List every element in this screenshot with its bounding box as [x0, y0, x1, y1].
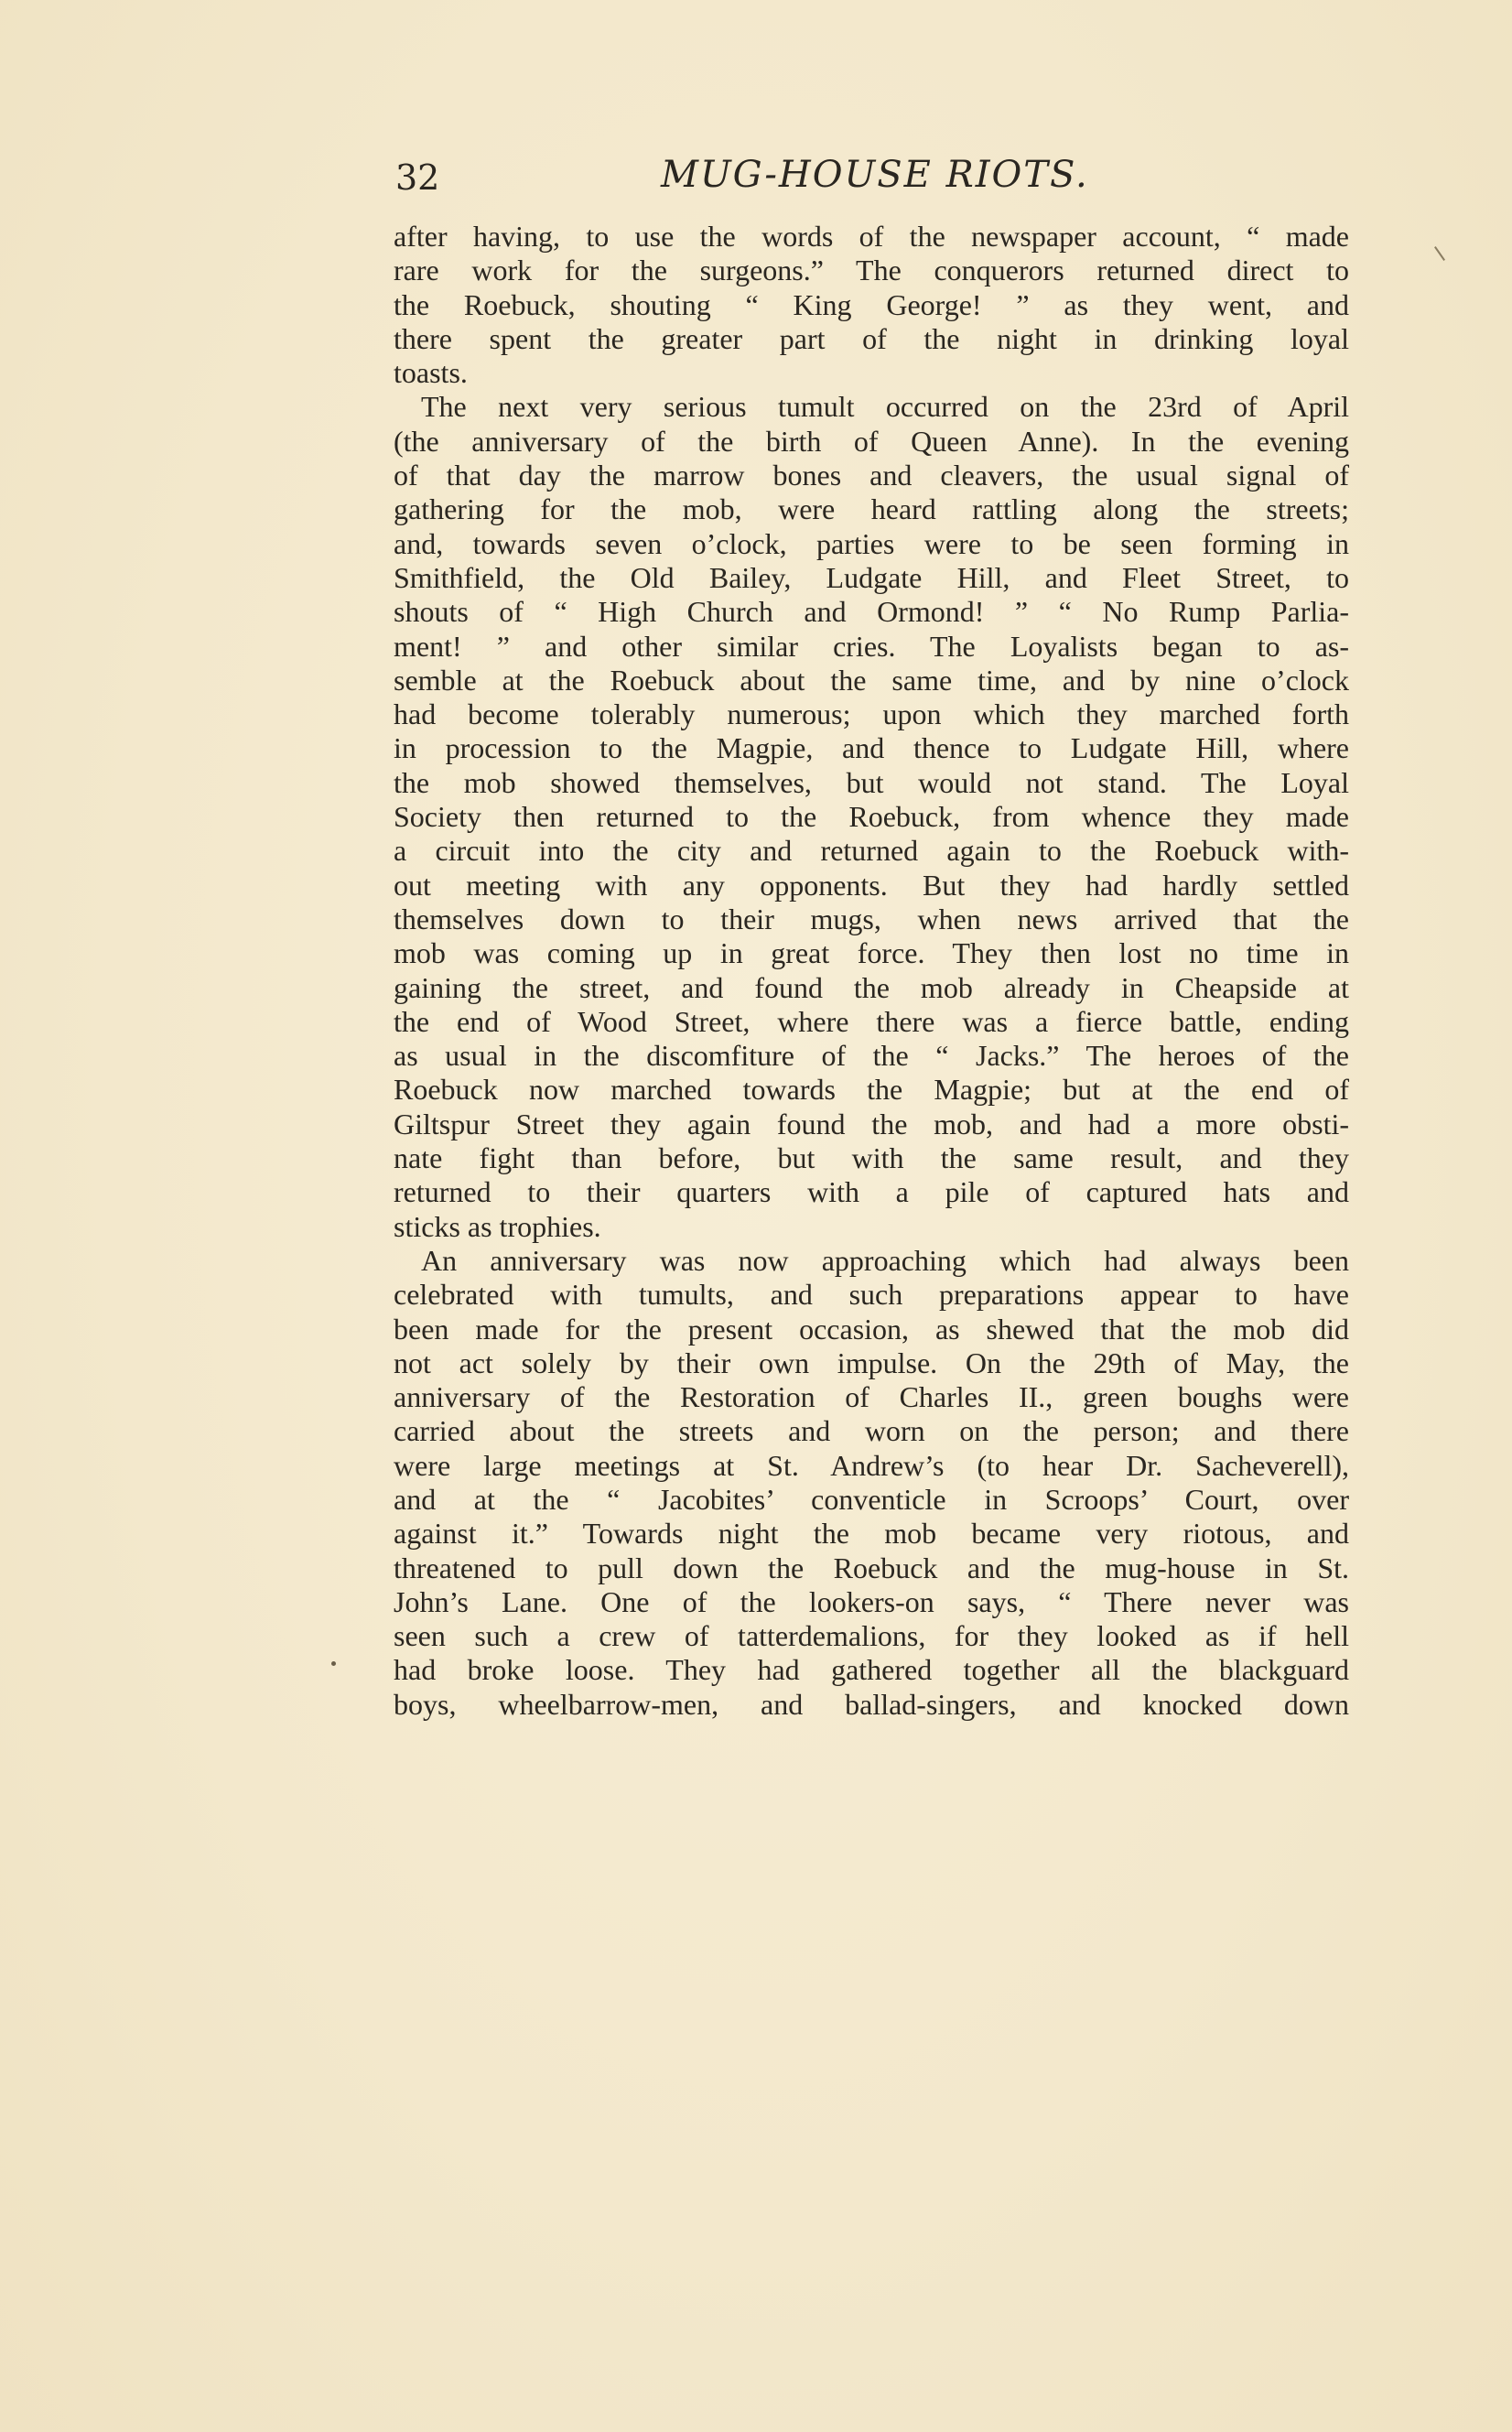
text-line: against it.” Towards night the mob became very riotous, and [394, 1517, 1349, 1551]
text-line: threatened to pull down the Roebuck and the mug-house in St. [394, 1551, 1349, 1584]
text-line: boys, wheelbarrow-men, and ballad-singers, and knocked down [394, 1687, 1349, 1721]
text-line: sticks as trophies. [394, 1209, 601, 1243]
text-line: themselves down to their mugs, when news arrived that the [394, 902, 1349, 935]
text-line: gathering for the mob, were heard rattling along the streets; [394, 492, 1349, 526]
text-line: anniversary of the Restoration of Charles II., green boughs were [394, 1380, 1349, 1414]
text-line: returned to their quarters with a pile of captured hats and [394, 1175, 1349, 1209]
text-line: Giltspur Street they again found the mob, and had a more obsti- [394, 1107, 1349, 1140]
text-line: nate fight than before, but with the same result, and they [394, 1141, 1349, 1175]
text-line: and, towards seven o’clock, parties were to be seen forming in [394, 526, 1349, 560]
running-head [395, 154, 1347, 209]
text-line: there spent the greater part of the night in drinking loyal [394, 321, 1349, 355]
text-line: semble at the Roebuck about the same time, and by nine o’clock [394, 663, 1349, 697]
text-line: of that day the marrow bones and cleavers, the usual signal of [394, 459, 1349, 492]
text-line: rare work for the surgeons.” The conquerors returned direct to [394, 254, 1349, 287]
text-line: gaining the street, and found the mob already in Cheapside at [394, 970, 1349, 1004]
text-line: had become tolerably numerous; upon which they marched forth [394, 697, 1349, 731]
text-line: John’s Lane. One of the lookers-on says, “ There never was [394, 1584, 1349, 1618]
text-line: Smithfield, the Old Bailey, Ludgate Hill, and Fleet Street, to [394, 560, 1349, 594]
text-line: seen such a crew of tatterdemalions, for they looked as if hell [394, 1619, 1349, 1653]
text-line: been made for the present occasion, as shewed that the mob did [394, 1312, 1349, 1346]
text-line: a circuit into the city and returned again to the Roebuck with- [394, 834, 1349, 868]
text-line: carried about the streets and worn on the person; and there [394, 1414, 1349, 1448]
text-line: The next very serious tumult occurred on the 23rd of April [421, 390, 1349, 424]
text-line: after having, to use the words of the newspaper account, “ made [394, 220, 1349, 253]
text-line: in procession to the Magpie, and thence to Ludgate Hill, where [394, 731, 1349, 765]
text-line: and at the “ Jacobites’ conventicle in Scroops’ Court, over [394, 1482, 1349, 1516]
paper-mark [1434, 246, 1445, 261]
text-line: out meeting with any opponents. But they had hardly settled [394, 868, 1349, 902]
ink-speck [331, 1661, 336, 1666]
text-line: celebrated with tumults, and such preparations appear to have [394, 1278, 1349, 1312]
text-line: as usual in the discomfiture of the “ Jacks.” The heroes of the [394, 1039, 1349, 1073]
text-line: the end of Wood Street, where there was a fierce battle, ending [394, 1004, 1349, 1038]
text-line: ment! ” and other similar cries. The Loyalists began to as- [394, 629, 1349, 663]
text-line: Roebuck now marched towards the Magpie; but at the end of [394, 1073, 1349, 1107]
text-line: (the anniversary of the birth of Queen Anne). In the evening [394, 424, 1349, 458]
page-number: 32 [395, 157, 440, 198]
text-line: shouts of “ High Church and Ormond! ” “ No Rump Parlia- [394, 595, 1349, 629]
text-line: Society then returned to the Roebuck, from whence they made [394, 800, 1349, 834]
body-text [394, 220, 1349, 1722]
text-line: An anniversary was now approaching which had always been [421, 1243, 1349, 1277]
text-line: had broke loose. They had gathered together all the blackguard [394, 1653, 1349, 1687]
text-line: not act solely by their own impulse. On the 29th of May, the [394, 1346, 1349, 1379]
running-title: MUG-HOUSE RIOTS. [661, 154, 1089, 196]
text-line: the mob showed themselves, but would not stand. The Loyal [394, 765, 1349, 799]
text-line: toasts. [394, 356, 468, 390]
text-line: were large meetings at St. Andrew’s (to hear Dr. Sacheverell), [394, 1448, 1349, 1482]
text-line: mob was coming up in great force. They then lost no time in [394, 936, 1349, 970]
text-line: the Roebuck, shouting “ King George! ” as they went, and [394, 287, 1349, 321]
